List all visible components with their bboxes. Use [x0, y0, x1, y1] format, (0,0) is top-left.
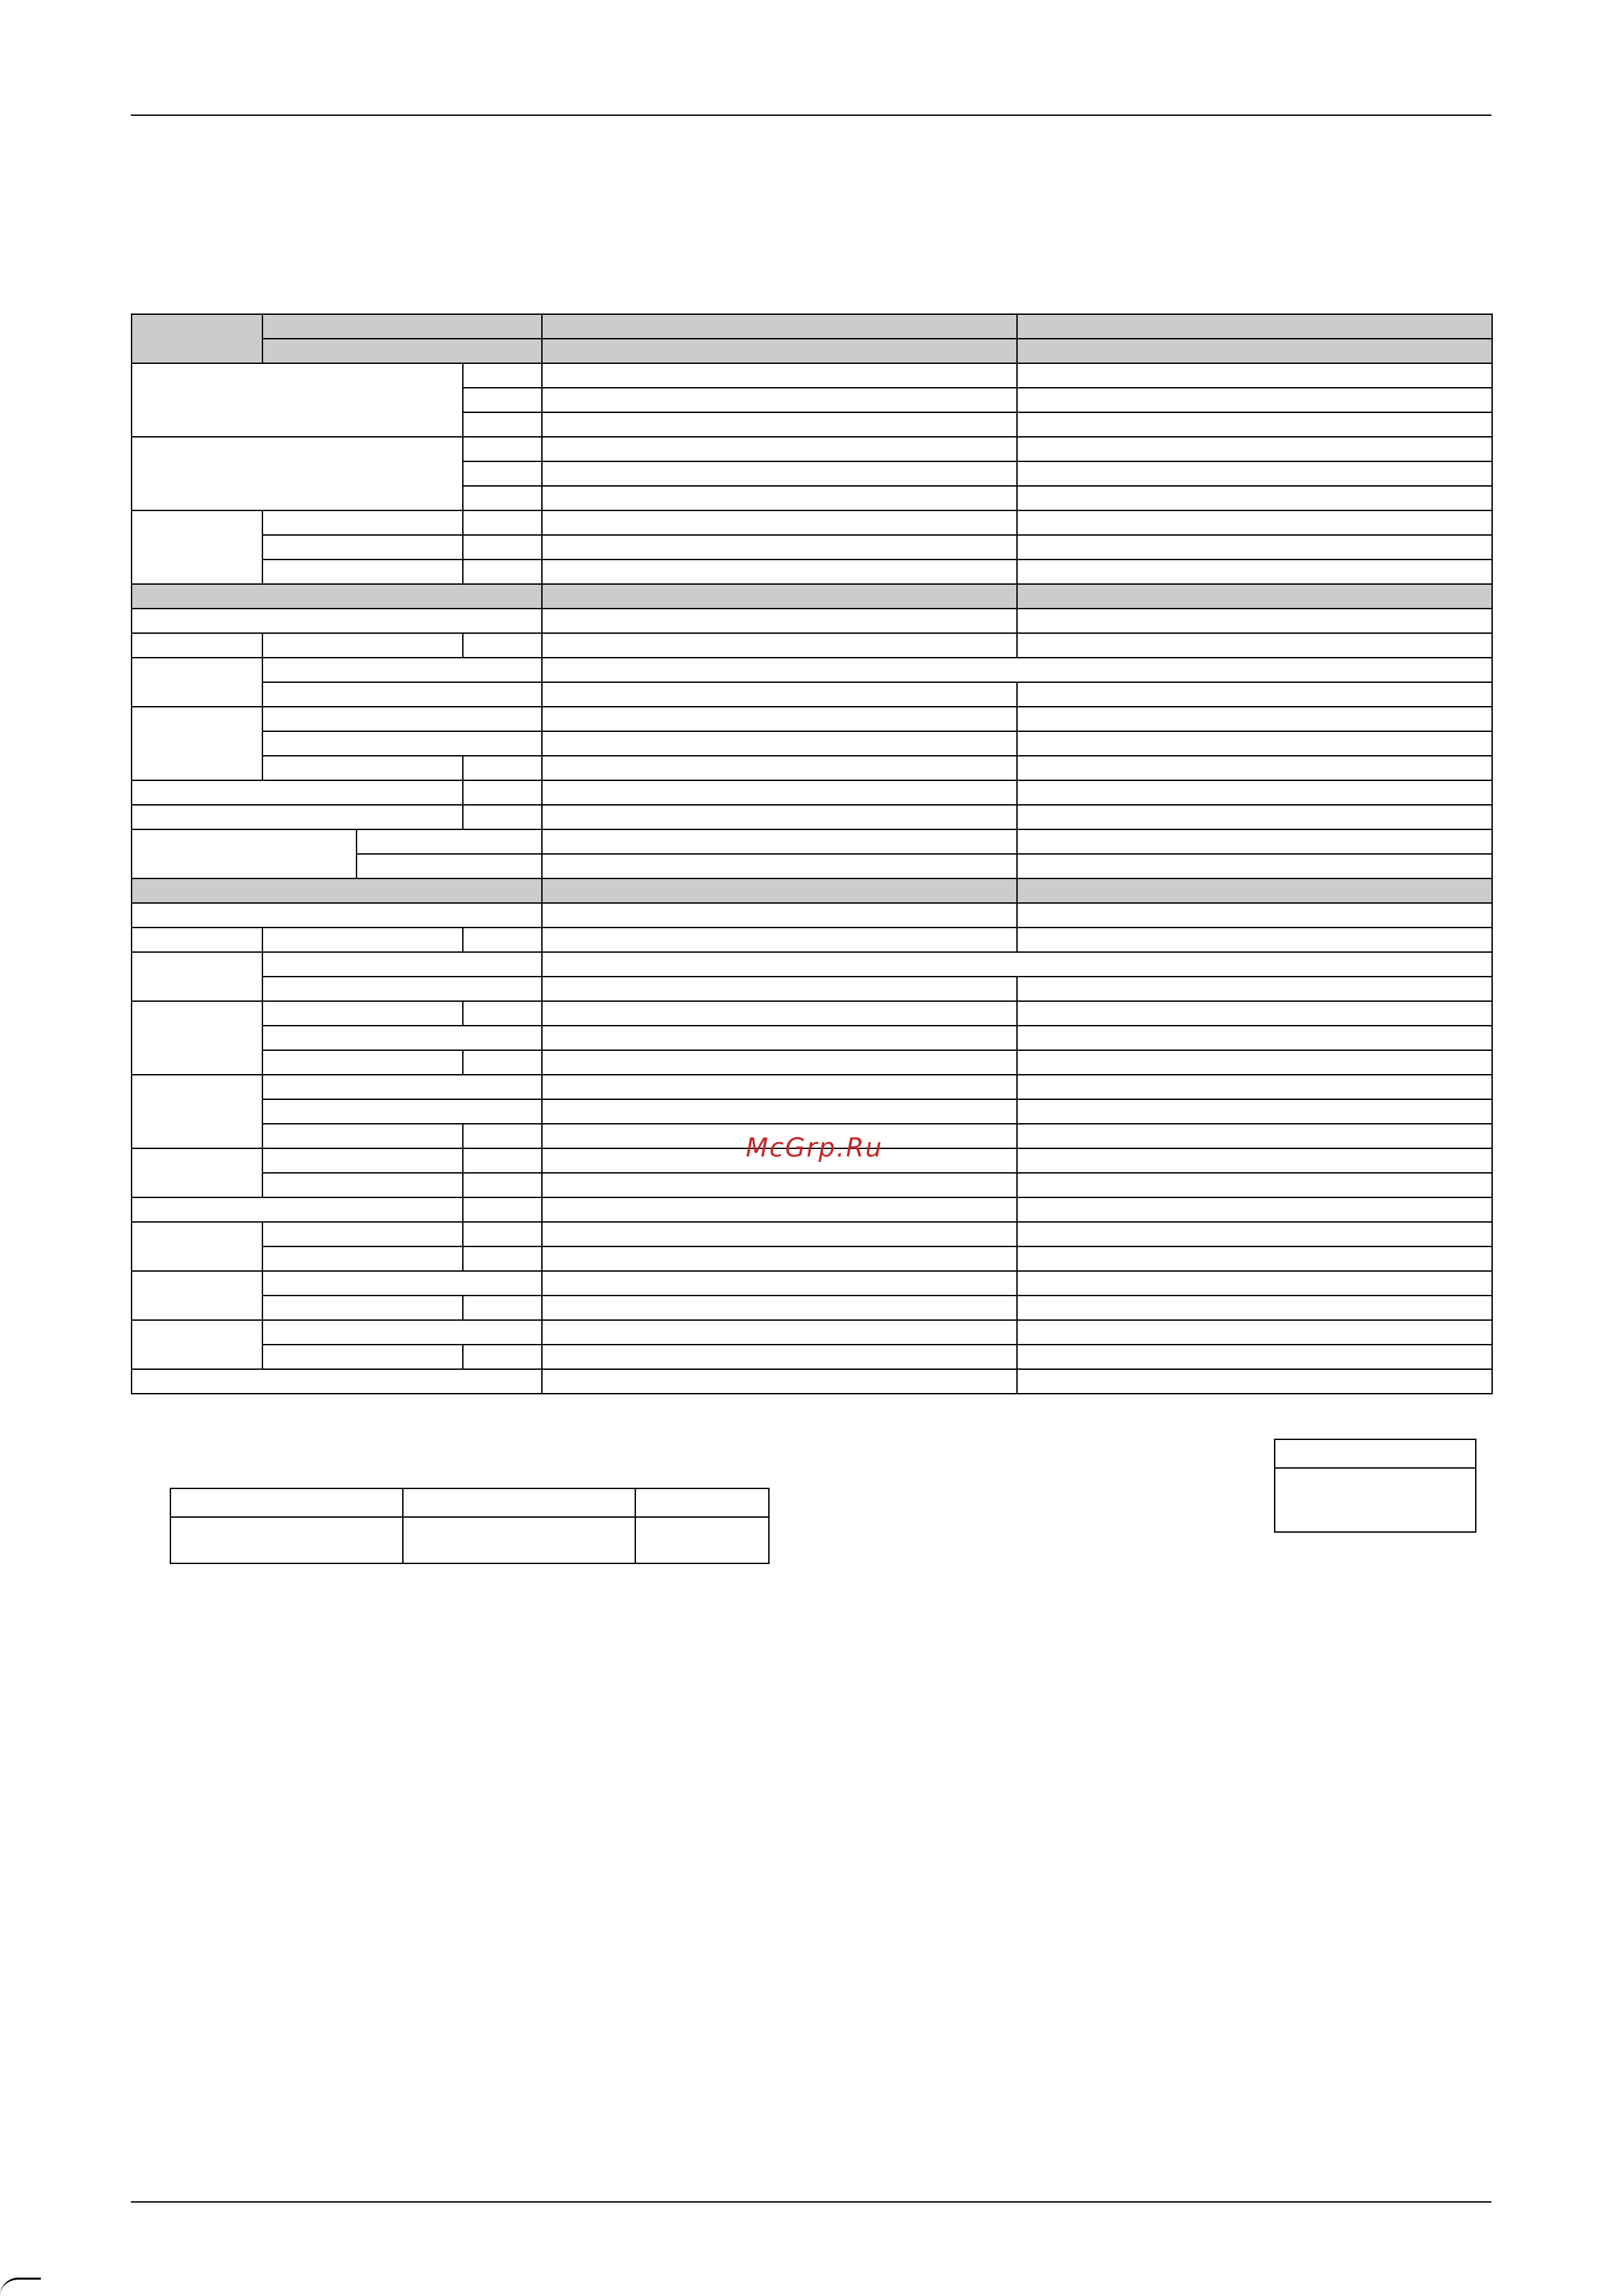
- unit-cell: [463, 1246, 542, 1271]
- table-row: [170, 1488, 769, 1517]
- sub-label-cell: [262, 731, 542, 756]
- unit-cell: [463, 633, 542, 658]
- bottom-rule: [131, 2201, 1491, 2203]
- table-row: [132, 1050, 1492, 1075]
- value-cell: [542, 388, 1017, 412]
- table-row: [132, 780, 1492, 805]
- table-row: [132, 633, 1492, 658]
- sub-label-cell: [262, 928, 463, 952]
- table-row: [132, 707, 1492, 731]
- section-header-cell: [1017, 584, 1492, 609]
- table-row: [132, 928, 1492, 952]
- value-cell: [1017, 1050, 1492, 1075]
- group-label-cell: [132, 1001, 262, 1075]
- table-row: [132, 682, 1492, 707]
- merged-value-cell: [542, 658, 1492, 682]
- page-corner-mark: [0, 2278, 41, 2296]
- table-cell: [403, 1488, 635, 1517]
- table-row: [132, 1296, 1492, 1320]
- sub-label-cell: [262, 1345, 463, 1369]
- value-cell: [1017, 977, 1492, 1001]
- sub-label-cell: [262, 1246, 463, 1271]
- sub-label-cell: [262, 1124, 463, 1148]
- value-cell: [542, 1050, 1017, 1075]
- unit-cell: [463, 437, 542, 461]
- value-cell: [1017, 731, 1492, 756]
- group-label-cell: [132, 1271, 262, 1320]
- value-cell: [542, 1173, 1017, 1197]
- value-cell: [542, 829, 1017, 854]
- table-row: [132, 437, 1492, 461]
- value-cell: [542, 1026, 1017, 1050]
- value-cell: [1017, 633, 1492, 658]
- table-row: [132, 1197, 1492, 1222]
- table-row: [132, 805, 1492, 829]
- value-cell: [542, 805, 1017, 829]
- label-cell: [132, 609, 542, 633]
- sub-label-cell: [262, 707, 542, 731]
- header-corner-cell: [132, 314, 262, 363]
- sub-label-cell: [262, 682, 542, 707]
- value-cell: [542, 756, 1017, 780]
- sub-label-cell: [262, 1001, 463, 1026]
- sub-label-cell: [357, 854, 542, 878]
- group-label-cell: [132, 363, 463, 437]
- table-row: [132, 1246, 1492, 1271]
- table-cell: [170, 1488, 403, 1517]
- value-cell: [1017, 1271, 1492, 1296]
- secondary-table: [170, 1488, 770, 1564]
- table-row: [132, 977, 1492, 1001]
- value-cell: [1017, 682, 1492, 707]
- table-row: [132, 1099, 1492, 1124]
- table-row: [132, 658, 1492, 682]
- value-cell: [542, 437, 1017, 461]
- label-cell: [132, 805, 463, 829]
- unit-cell: [463, 1345, 542, 1369]
- sub-label-cell: [262, 952, 542, 977]
- sub-label-cell: [262, 560, 463, 584]
- sub-label-cell: [262, 510, 463, 535]
- unit-cell: [463, 1197, 542, 1222]
- value-cell: [1017, 363, 1492, 388]
- unit-cell: [463, 1222, 542, 1246]
- group-label-cell: [132, 1075, 262, 1148]
- section-header-cell: [542, 878, 1017, 903]
- group-label-cell: [132, 510, 262, 584]
- group-label-cell: [132, 437, 463, 510]
- table-row: [132, 510, 1492, 535]
- table-row: [132, 731, 1492, 756]
- sub-label-cell: [262, 977, 542, 1001]
- section-header-row: [132, 878, 1492, 903]
- sub-label-cell: [262, 658, 542, 682]
- value-cell: [542, 560, 1017, 584]
- value-cell: [542, 633, 1017, 658]
- sub-label-cell: [262, 1075, 542, 1099]
- section-header-row: [132, 584, 1492, 609]
- value-cell: [1017, 805, 1492, 829]
- value-cell: [542, 1075, 1017, 1099]
- table-row: [1275, 1468, 1476, 1532]
- value-cell: [1017, 1173, 1492, 1197]
- value-cell: [1017, 510, 1492, 535]
- value-cell: [542, 1246, 1017, 1271]
- sub-label-cell: [262, 1050, 463, 1075]
- table-row: [132, 1320, 1492, 1345]
- table-row: [132, 903, 1492, 928]
- value-cell: [1017, 1075, 1492, 1099]
- value-cell: [542, 363, 1017, 388]
- sub-label-cell: [262, 1320, 542, 1345]
- table-row: [132, 560, 1492, 584]
- sub-label-cell: [262, 1222, 463, 1246]
- value-cell: [542, 707, 1017, 731]
- value-cell: [1017, 928, 1492, 952]
- value-cell: [542, 510, 1017, 535]
- table-cell: [1275, 1439, 1476, 1468]
- unit-cell: [463, 412, 542, 437]
- table-row: [132, 1222, 1492, 1246]
- label-cell: [132, 903, 542, 928]
- unit-cell: [463, 1124, 542, 1148]
- table-cell: [403, 1517, 635, 1563]
- table-row: [132, 314, 1492, 339]
- table-row: [132, 609, 1492, 633]
- label-cell: [132, 928, 262, 952]
- group-label-cell: [132, 1320, 262, 1369]
- value-cell: [1017, 1001, 1492, 1026]
- sub-label-cell: [262, 1099, 542, 1124]
- value-cell: [542, 1099, 1017, 1124]
- watermark-text: McGrp.Ru: [746, 1133, 883, 1163]
- table-row: [132, 339, 1492, 363]
- header-cell: [1017, 339, 1492, 363]
- value-cell: [1017, 903, 1492, 928]
- value-cell: [542, 609, 1017, 633]
- value-cell: [1017, 854, 1492, 878]
- value-cell: [542, 1271, 1017, 1296]
- unit-cell: [463, 1173, 542, 1197]
- label-cell: [132, 1197, 463, 1222]
- value-cell: [542, 928, 1017, 952]
- value-cell: [1017, 1345, 1492, 1369]
- value-cell: [1017, 1026, 1492, 1050]
- side-box-table: [1274, 1439, 1476, 1533]
- table-row: [132, 1369, 1492, 1394]
- value-cell: [542, 1320, 1017, 1345]
- value-cell: [1017, 1246, 1492, 1271]
- unit-cell: [463, 510, 542, 535]
- header-cell: [542, 314, 1017, 339]
- unit-cell: [463, 560, 542, 584]
- unit-cell: [463, 461, 542, 486]
- table-row: [132, 1345, 1492, 1369]
- sub-label-cell: [262, 1148, 463, 1173]
- table-cell: [1275, 1468, 1476, 1532]
- value-cell: [542, 1345, 1017, 1369]
- section-header-cell: [132, 584, 542, 609]
- value-cell: [1017, 1124, 1492, 1148]
- table-row: [132, 1075, 1492, 1099]
- unit-cell: [463, 363, 542, 388]
- sub-label-cell: [262, 535, 463, 560]
- value-cell: [542, 1369, 1017, 1394]
- table-cell: [635, 1517, 769, 1563]
- value-cell: [1017, 609, 1492, 633]
- table-row: [132, 1173, 1492, 1197]
- value-cell: [1017, 1099, 1492, 1124]
- table-row: [132, 1271, 1492, 1296]
- sub-label-cell: [262, 633, 463, 658]
- value-cell: [542, 486, 1017, 510]
- group-label-cell: [132, 658, 262, 707]
- table-cell: [170, 1517, 403, 1563]
- merged-value-cell: [542, 952, 1492, 977]
- section-header-cell: [1017, 878, 1492, 903]
- value-cell: [1017, 756, 1492, 780]
- header-cell: [262, 339, 542, 363]
- label-cell: [132, 633, 262, 658]
- table-row: [132, 1026, 1492, 1050]
- value-cell: [542, 412, 1017, 437]
- unit-cell: [463, 1296, 542, 1320]
- table-row: [132, 756, 1492, 780]
- value-cell: [542, 682, 1017, 707]
- group-label-cell: [132, 707, 262, 780]
- header-cell: [1017, 314, 1492, 339]
- unit-cell: [463, 780, 542, 805]
- table-cell: [635, 1488, 769, 1517]
- label-cell: [132, 780, 463, 805]
- unit-cell: [463, 388, 542, 412]
- value-cell: [542, 977, 1017, 1001]
- header-cell: [542, 339, 1017, 363]
- value-cell: [1017, 1320, 1492, 1345]
- value-cell: [542, 1001, 1017, 1026]
- value-cell: [542, 731, 1017, 756]
- value-cell: [542, 1296, 1017, 1320]
- unit-cell: [463, 486, 542, 510]
- value-cell: [542, 903, 1017, 928]
- table-row: [170, 1517, 769, 1563]
- value-cell: [1017, 412, 1492, 437]
- unit-cell: [463, 756, 542, 780]
- table-row: [1275, 1439, 1476, 1468]
- sub-label-cell: [262, 1173, 463, 1197]
- value-cell: [1017, 1148, 1492, 1173]
- unit-cell: [463, 928, 542, 952]
- unit-cell: [463, 805, 542, 829]
- value-cell: [1017, 388, 1492, 412]
- top-rule: [131, 114, 1491, 116]
- value-cell: [1017, 707, 1492, 731]
- value-cell: [1017, 560, 1492, 584]
- value-cell: [542, 854, 1017, 878]
- sub-label-cell: [262, 756, 463, 780]
- header-cell: [262, 314, 542, 339]
- unit-cell: [463, 1050, 542, 1075]
- group-label-cell: [132, 952, 262, 1001]
- group-label-cell: [132, 1222, 262, 1271]
- value-cell: [1017, 829, 1492, 854]
- value-cell: [1017, 1222, 1492, 1246]
- table-row: [132, 952, 1492, 977]
- value-cell: [1017, 461, 1492, 486]
- value-cell: [1017, 535, 1492, 560]
- table-row: [132, 363, 1492, 388]
- section-header-cell: [542, 584, 1017, 609]
- value-cell: [542, 461, 1017, 486]
- label-cell: [132, 1369, 542, 1394]
- spec-table: [131, 313, 1493, 1394]
- value-cell: [542, 1222, 1017, 1246]
- value-cell: [1017, 1197, 1492, 1222]
- value-cell: [1017, 1369, 1492, 1394]
- unit-cell: [463, 535, 542, 560]
- value-cell: [1017, 437, 1492, 461]
- value-cell: [1017, 1296, 1492, 1320]
- unit-cell: [463, 1001, 542, 1026]
- section-header-cell: [132, 878, 542, 903]
- table-row: [132, 829, 1492, 854]
- table-row: [132, 535, 1492, 560]
- value-cell: [1017, 486, 1492, 510]
- sub-label-cell: [262, 1026, 542, 1050]
- sub-label-cell: [357, 829, 542, 854]
- value-cell: [542, 780, 1017, 805]
- value-cell: [542, 1197, 1017, 1222]
- group-label-cell: [132, 829, 357, 878]
- group-label-cell: [132, 1148, 262, 1197]
- sub-label-cell: [262, 1271, 542, 1296]
- value-cell: [1017, 780, 1492, 805]
- sub-label-cell: [262, 1296, 463, 1320]
- value-cell: [542, 535, 1017, 560]
- unit-cell: [463, 1148, 542, 1173]
- table-row: [132, 1001, 1492, 1026]
